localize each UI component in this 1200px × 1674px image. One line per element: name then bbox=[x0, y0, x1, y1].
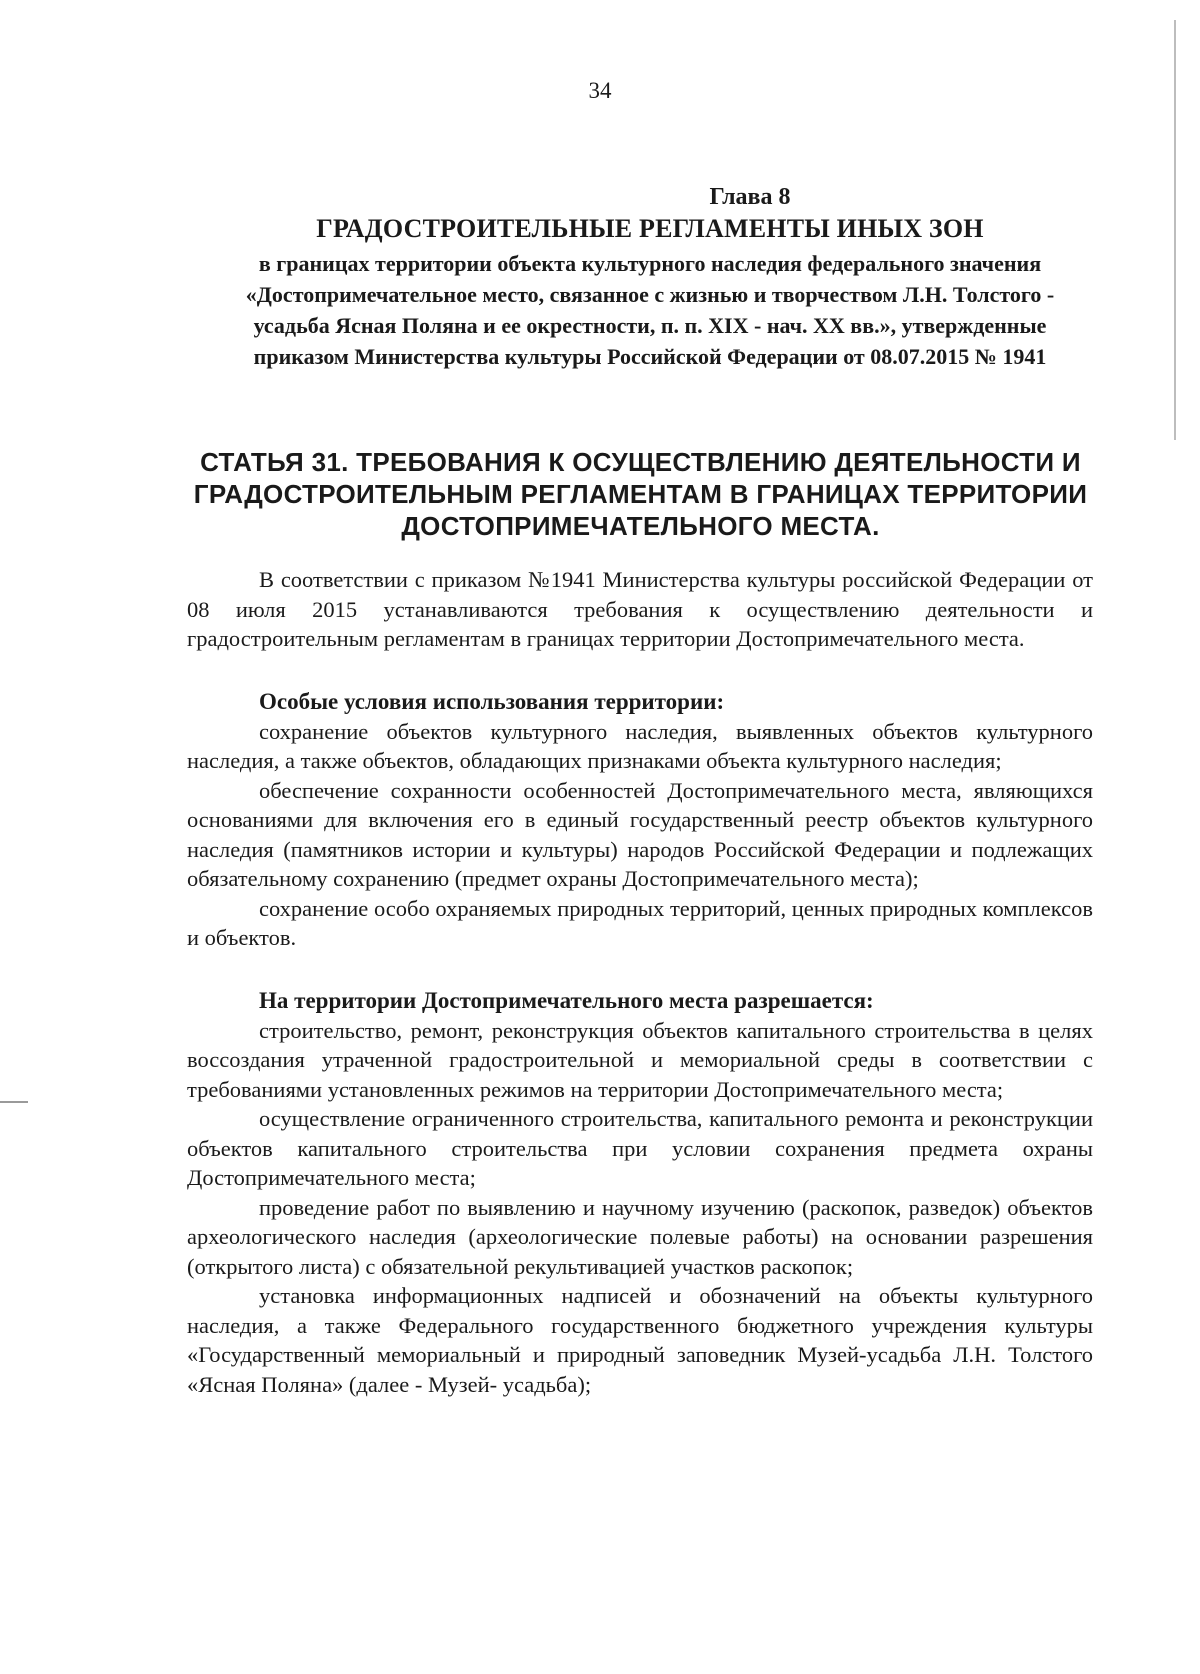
scan-margin-mark bbox=[0, 1101, 28, 1103]
article-title: СТАТЬЯ 31. ТРЕБОВАНИЯ К ОСУЩЕСТВЛЕНИЮ ДЕЯТЕЛЬНОСТИ И ГРАДОСТРОИТЕЛЬНЫМ РЕГЛАМЕНТАМ В ГРАНИЦАХ ТЕРРИТОРИИ ДОСТОПРИМЕЧАТЕЛЬНОГО МЕСТА. bbox=[193, 447, 1088, 541]
permitted-heading: На территории Достопримечательного места разрешается: bbox=[259, 987, 874, 1013]
list-item: проведение работ по выявлению и научному изучению (раскопок, разведок) объектов археологического наследия (археологические полевые работы) на основании разрешения (открытого листа) с обязательной рекультивацией участков раскопок; bbox=[187, 1194, 1093, 1279]
special-conditions-heading: Особые условия использования территории: bbox=[259, 688, 725, 714]
permitted-section bbox=[187, 986, 1093, 1400]
list-item: сохранение особо охраняемых природных территорий, ценных природных комплексов и объектов. bbox=[187, 895, 1093, 950]
list-item: осуществление ограниченного строительства, капитального ремонта и реконструкции объектов капитального строительства при условии сохранения предмета охраны Достопримечательного места; bbox=[187, 1106, 1093, 1190]
page-number: 34 bbox=[588, 78, 612, 103]
chapter-title: ГРАДОСТРОИТЕЛЬНЫЕ РЕГЛАМЕНТЫ ИНЫХ ЗОН bbox=[316, 214, 984, 243]
intro-paragraph: В соответствии с приказом №1941 Министерства культуры российской Федерации от 08 июля 2015 устанавливаются требования к осуществлению деятельности и градостроительным регламентам в границах территории Достопримечательного места. bbox=[187, 567, 1093, 651]
list-item: сохранение объектов культурного наследия, выявленных объектов культурного наследия, а также объектов, обладающих признаками объекта культурного наследия; bbox=[187, 718, 1093, 773]
chapter-heading bbox=[210, 182, 1090, 372]
list-item: строительство, ремонт, реконструкция объектов капитального строительства в целях воссоздания утраченной градостроительной и мемориальной среды в соответствии с требованиями установленных режимов на территории Достопримечательного места; bbox=[187, 1017, 1093, 1102]
document-body bbox=[187, 565, 1093, 1432]
special-conditions-section bbox=[187, 687, 1093, 953]
list-item: обеспечение сохранности особенностей Достопримечательного места, являющихся основаниями для включения его в единый государственный реестр объектов культурного наследия (памятников истории и культуры) народов Российской Федерации и подлежащих обязательному сохранению (предмет охраны Достопримечательного места); bbox=[187, 777, 1093, 891]
chapter-subtitle: в границах территории объекта культурного наследия федерального значения «Достопримечательное место, связанное с жизнью и творчеством Л.Н. Толстого - усадьба Ясная Поляна и ее окрестности, п. п. XIX - нач. XX вв.», утвержденные приказом Министерства культуры Российской Федерации от 08.07.2015 № 1941 bbox=[245, 251, 1055, 369]
chapter-label: Глава 8 bbox=[709, 184, 791, 210]
list-item: установка информационных надписей и обозначений на объекты культурного наследия, а также Федерального государственного бюджетного учреждения культуры «Государственный мемориальный и природный заповедник Музей-усадьба Л.Н. Толстого «Ясная Поляна» (далее - Музей- усадьба); bbox=[187, 1283, 1093, 1397]
